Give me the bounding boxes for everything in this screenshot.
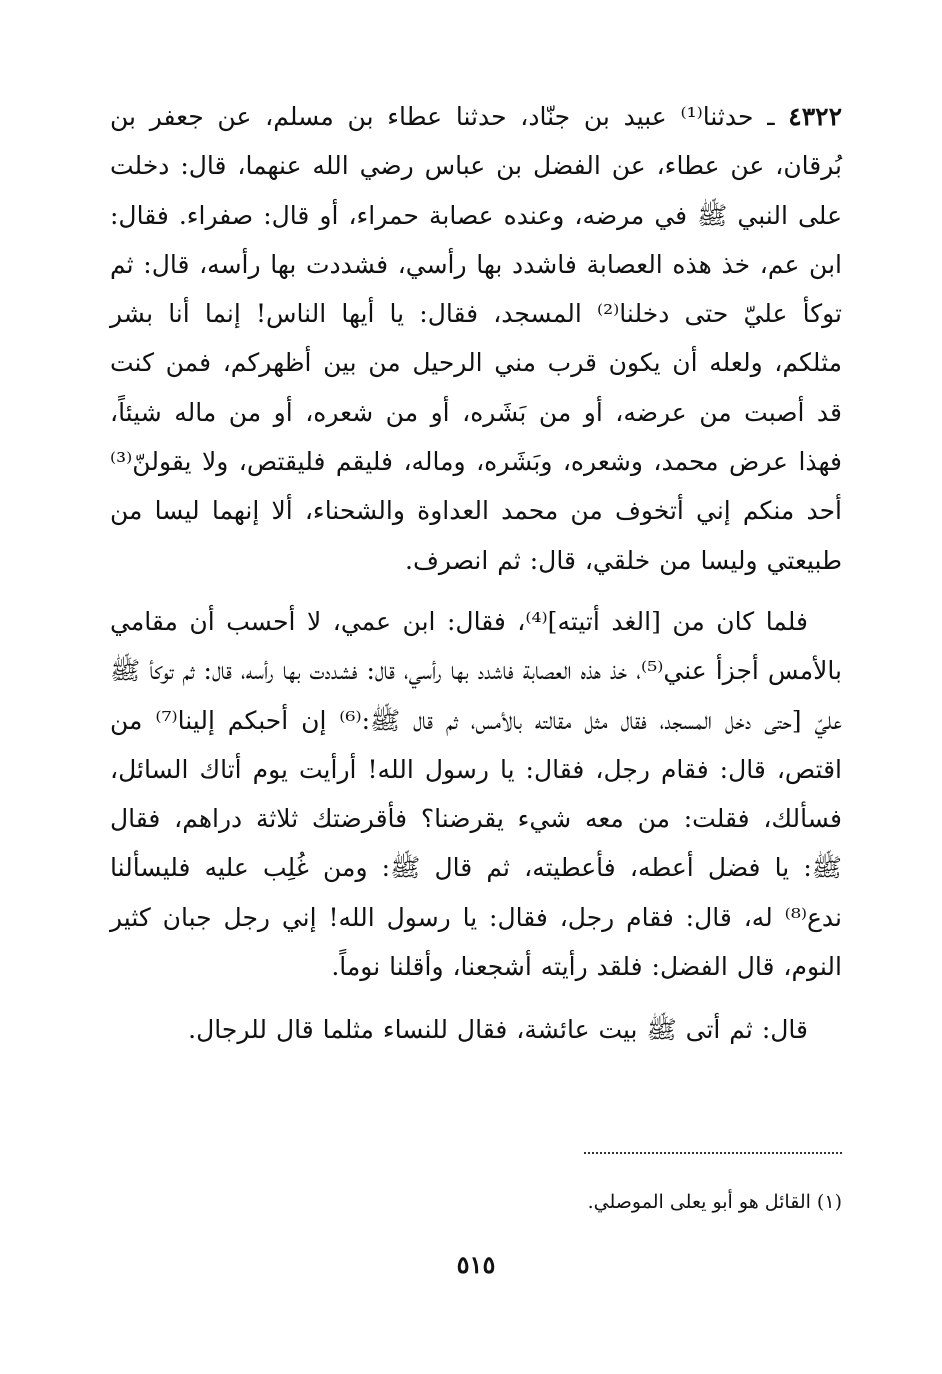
- hadith-number: ٤٣٢٢: [788, 102, 843, 131]
- footnote: (١) القائل هو أبو يعلى الموصلي.: [587, 1191, 842, 1213]
- paragraph-2-text: فلما كان من [الغد أتيته]⁽⁴⁾، فقال: ابن عمي، لا أحسب أن مقامي بالأمس أجزأ عني⁽⁵⁾، خذ هذه العصابة فاشدد بها رأسي، قال: فشددت بها رأسه، قال: ثم توكأ ﷺ عليّ [حتى دخل المسجد، فقال مثل مقالته بالأمس، ثم قال ﷺ:⁽⁶⁾ إن أحبكم إلينا⁽⁷⁾ من اقتص، قال: فقام رجل، فقال: يا رسول الله! أرأيت يوم أتاك السائل، فسألك، فقلت: من معه شيء يقرضنا؟ فأقرضتك ثلاثة دراهم، فقال ﷺ: يا فضل أعطه، فأعطيته، ثم قال ﷺ: ومن غُلِب عليه فليسألنا ندع⁽⁸⁾ له، قال: فقام رجل، فقال: يا رسول الله! إني رجل جبان كثير النوم، قال الفضل: فلقد رأيته أشجعنا، وأقلنا نوماً.: [110, 606, 842, 982]
- hadith-paragraph-1: [110, 92, 842, 585]
- hadith-paragraph-2: [110, 597, 842, 991]
- book-page: [110, 92, 842, 1314]
- paragraph-3-text: قال: ثم أتى ﷺ بيت عائشة، فقال للنساء مثلما قال للرجال.: [188, 1015, 808, 1045]
- hadith-paragraph-3: [110, 1005, 842, 1054]
- paragraph-1-text: ـ حدثنا⁽¹⁾ عبيد بن جنّاد، حدثنا عطاء بن مسلم، عن جعفر بن بُرقان، عن عطاء، عن الفضل بن عباس رضي الله عنهما، قال: دخلت على النبي ﷺ في مرضه، وعنده عصابة حمراء، أو قال: صفراء. فقال: ابن عم، خذ هذه العصابة فاشدد بها رأسي، فشددت بها رأسه، قال: ثم توكأ عليّ حتى دخلنا⁽²⁾ المسجد، فقال: يا أيها الناس! إنما أنا بشر مثلكم، ولعله أن يكون قرب مني الرحيل من بين أظهركم، فمن كنت قد أصبت من عرضه، أو من بَشَره، أو من شعره، أو من ماله شيئاً، فهذا عرض محمد، وشعره، وبَشَره، وماله، فليقم فليقتص، ولا يقولنّ⁽³⁾ أحد منكم إني أتخوف من محمد العداوة والشحناء، ألا إنهما ليسا من طبيعتي وليسا من خلقي، قال: ثم انصرف.: [110, 102, 843, 575]
- footnote-separator: [584, 1152, 842, 1154]
- page-number: ٥١٥: [456, 1250, 496, 1279]
